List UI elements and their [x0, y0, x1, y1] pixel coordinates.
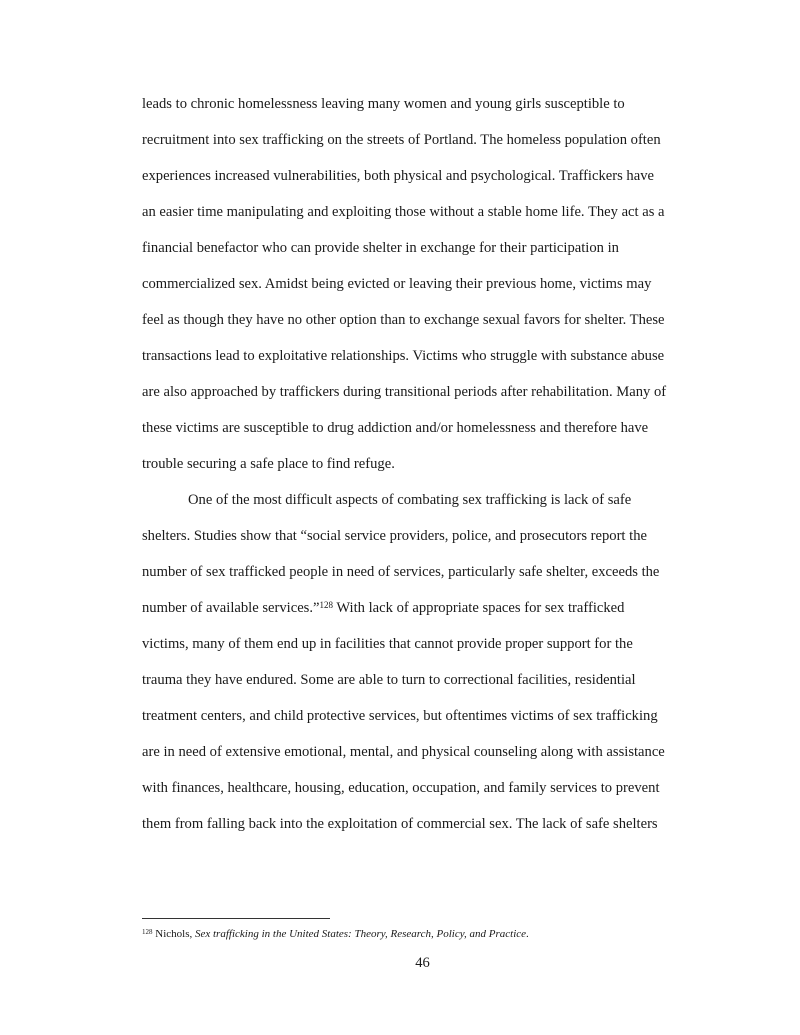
body-line: trauma they have endured. Some are able to turn to correctional facilities, residential [142, 672, 636, 688]
body-line: treatment centers, and child protective services, but oftentimes victims of sex trafficking [142, 708, 658, 724]
body-line: leads to chronic homelessness leaving many women and young girls susceptible to [142, 96, 625, 112]
body-line: them from falling back into the exploitation of commercial sex. The lack of safe shelters [142, 816, 658, 832]
footnote-end: . [526, 928, 529, 940]
body-line: One of the most difficult aspects of combating sex trafficking is lack of safe [188, 492, 632, 508]
footnote-number: 128 [142, 928, 153, 936]
body-line: feel as though they have no other option than to exchange sexual favors for shelter. These [142, 312, 665, 328]
body-line: an easier time manipulating and exploiting those without a stable home life. They act as a [142, 204, 665, 220]
body-line [142, 598, 624, 618]
footnote-author: Nichols, [152, 928, 195, 940]
page-number: 46 [415, 955, 430, 971]
body-line: trouble securing a safe place to find refuge. [142, 456, 395, 472]
body-line: with finances, healthcare, housing, education, occupation, and family services to prevent [142, 780, 660, 796]
footnote-reference: 128 [319, 600, 333, 610]
body-line: recruitment into sex trafficking on the streets of Portland. The homeless population often [142, 132, 661, 148]
body-line: commercialized sex. Amidst being evicted or leaving their previous home, victims may [142, 276, 652, 292]
footnote [142, 927, 529, 941]
body-line: are also approached by traffickers during transitional periods after rehabilitation. Many of [142, 384, 667, 400]
body-line: these victims are susceptible to drug addiction and/or homelessness and therefore have [142, 420, 649, 436]
footnote-title: Sex trafficking in the United States: Theory, Research, Policy, and Practice [194, 928, 527, 940]
body-line: victims, many of them end up in facilities that cannot provide proper support for the [142, 636, 633, 652]
body-line: transactions lead to exploitative relationships. Victims who struggle with substance abuse [142, 348, 665, 364]
footnote-divider [142, 918, 330, 919]
body-line: experiences increased vulnerabilities, both physical and psychological. Traffickers have [142, 168, 654, 184]
body-line: number of sex trafficked people in need of services, particularly safe shelter, exceeds the [142, 564, 660, 580]
body-line: financial benefactor who can provide shelter in exchange for their participation in [142, 240, 619, 256]
body-line: are in need of extensive emotional, mental, and physical counseling along with assistance [142, 744, 665, 760]
body-line: shelters. Studies show that “social service providers, police, and prosecutors report the [142, 528, 647, 544]
body-line-text: With lack of appropriate spaces for sex trafficked [332, 600, 625, 616]
body-line-text: number of available services.” [142, 600, 320, 616]
